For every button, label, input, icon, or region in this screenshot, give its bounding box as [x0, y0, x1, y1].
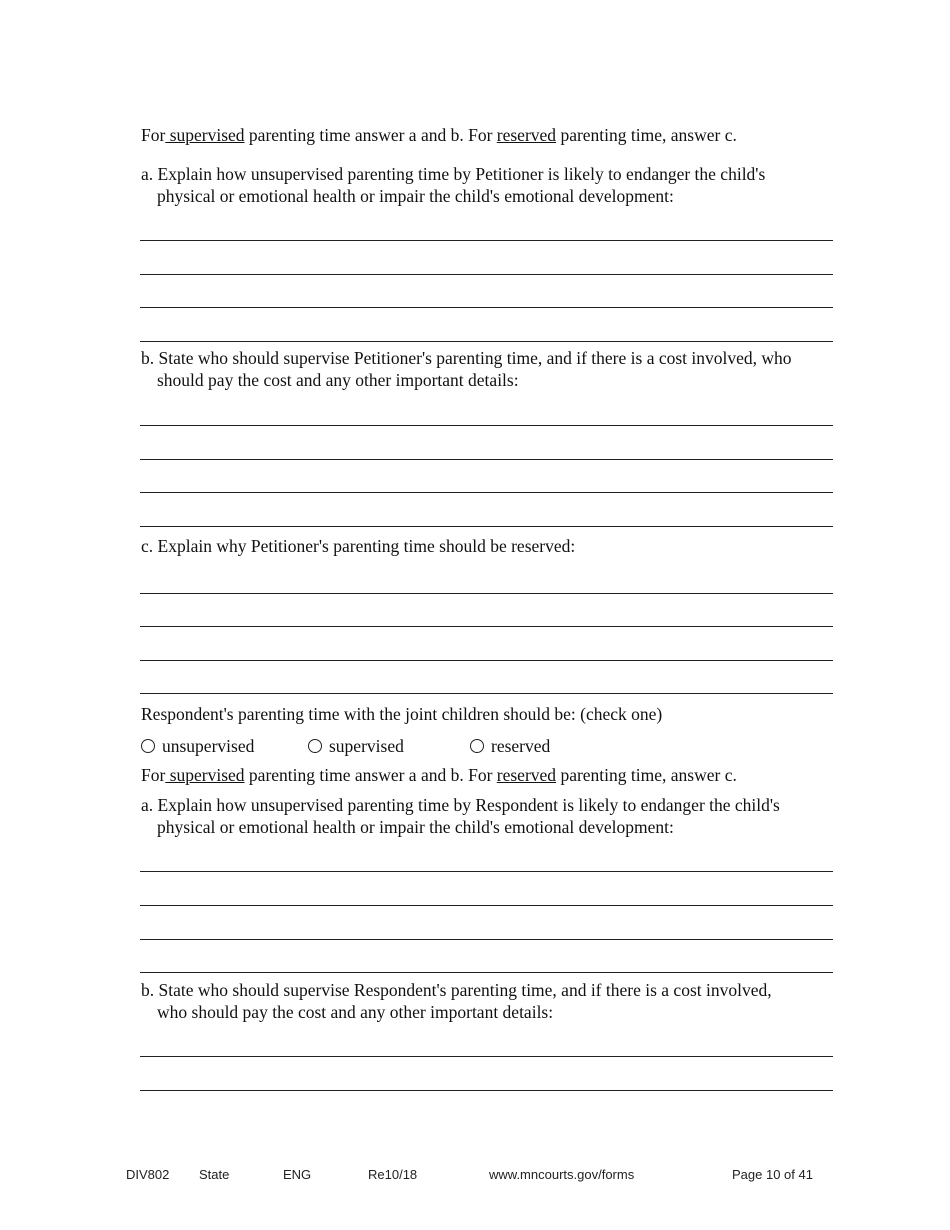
reserved-underlined: reserved — [496, 125, 557, 145]
footer-form-id: DIV802 — [126, 1167, 170, 1182]
petitioner-b-answer-line-4[interactable] — [140, 526, 833, 527]
petitioner-c-answer-line-3[interactable] — [140, 660, 833, 661]
footer-url[interactable]: www.mncourts.gov/forms — [489, 1167, 635, 1182]
radio-circle-icon[interactable] — [470, 739, 484, 753]
footer-state: State — [199, 1167, 230, 1182]
radio-circle-icon[interactable] — [141, 739, 155, 753]
petitioner-question-a: a. Explain how unsupervised parenting time by Petitioner is likely to endanger the child's physical or emotional health or impair the child's emotional development: — [141, 164, 766, 206]
respondent-a-answer-line-2[interactable] — [140, 905, 833, 906]
footer-revision: Re10/18 — [368, 1167, 418, 1182]
supervised-underlined: supervised — [165, 765, 245, 785]
respondent-prompt: Respondent's parenting time with the joint children should be: (check one) — [141, 704, 663, 724]
petitioner-question-c: c. Explain why Petitioner's parenting time should be reserved: — [141, 536, 576, 556]
reserved-underlined: reserved — [496, 765, 557, 785]
respondent-a-answer-line-4[interactable] — [140, 972, 833, 973]
petitioner-c-answer-line-4[interactable] — [140, 693, 833, 694]
petitioner-b-answer-line-3[interactable] — [140, 492, 833, 493]
respondent-question-a: a. Explain how unsupervised parenting time by Respondent is likely to endanger the child's physical or emotional health or impair the child's emotional development: — [141, 795, 780, 837]
respondent-b-answer-line-1[interactable] — [140, 1056, 833, 1057]
petitioner-a-answer-line-1[interactable] — [140, 240, 833, 241]
respondent-instruction: For supervised parenting time answer a and b. For reserved parenting time, answer c. — [141, 765, 737, 785]
petitioner-b-answer-line-1[interactable] — [140, 425, 833, 426]
petitioner-a-answer-line-3[interactable] — [140, 307, 833, 308]
radio-circle-icon[interactable] — [308, 739, 322, 753]
petitioner-c-answer-line-2[interactable] — [140, 626, 833, 627]
respondent-a-answer-line-1[interactable] — [140, 871, 833, 872]
petitioner-b-answer-line-2[interactable] — [140, 459, 833, 460]
footer-page-number: Page 10 of 41 — [732, 1167, 813, 1182]
supervised-underlined: supervised — [165, 125, 245, 145]
petitioner-question-b: b. State who should supervise Petitioner's parenting time, and if there is a cost involved, who should pay the cost and any other important details: — [141, 348, 792, 390]
petitioner-c-answer-line-1[interactable] — [140, 593, 833, 594]
respondent-b-answer-line-2[interactable] — [140, 1090, 833, 1091]
radio-supervised[interactable]: supervised — [308, 735, 404, 757]
petitioner-instruction: For supervised parenting time answer a and b. For reserved parenting time, answer c. — [141, 125, 737, 145]
radio-reserved[interactable]: reserved — [470, 735, 550, 757]
petitioner-a-answer-line-4[interactable] — [140, 341, 833, 342]
footer-language: ENG — [283, 1167, 312, 1182]
radio-unsupervised[interactable]: unsupervised — [141, 735, 254, 757]
respondent-question-b: b. State who should supervise Respondent's parenting time, and if there is a cost involved, who should pay the cost and any other important details: — [141, 980, 772, 1022]
petitioner-a-answer-line-2[interactable] — [140, 274, 833, 275]
respondent-a-answer-line-3[interactable] — [140, 939, 833, 940]
